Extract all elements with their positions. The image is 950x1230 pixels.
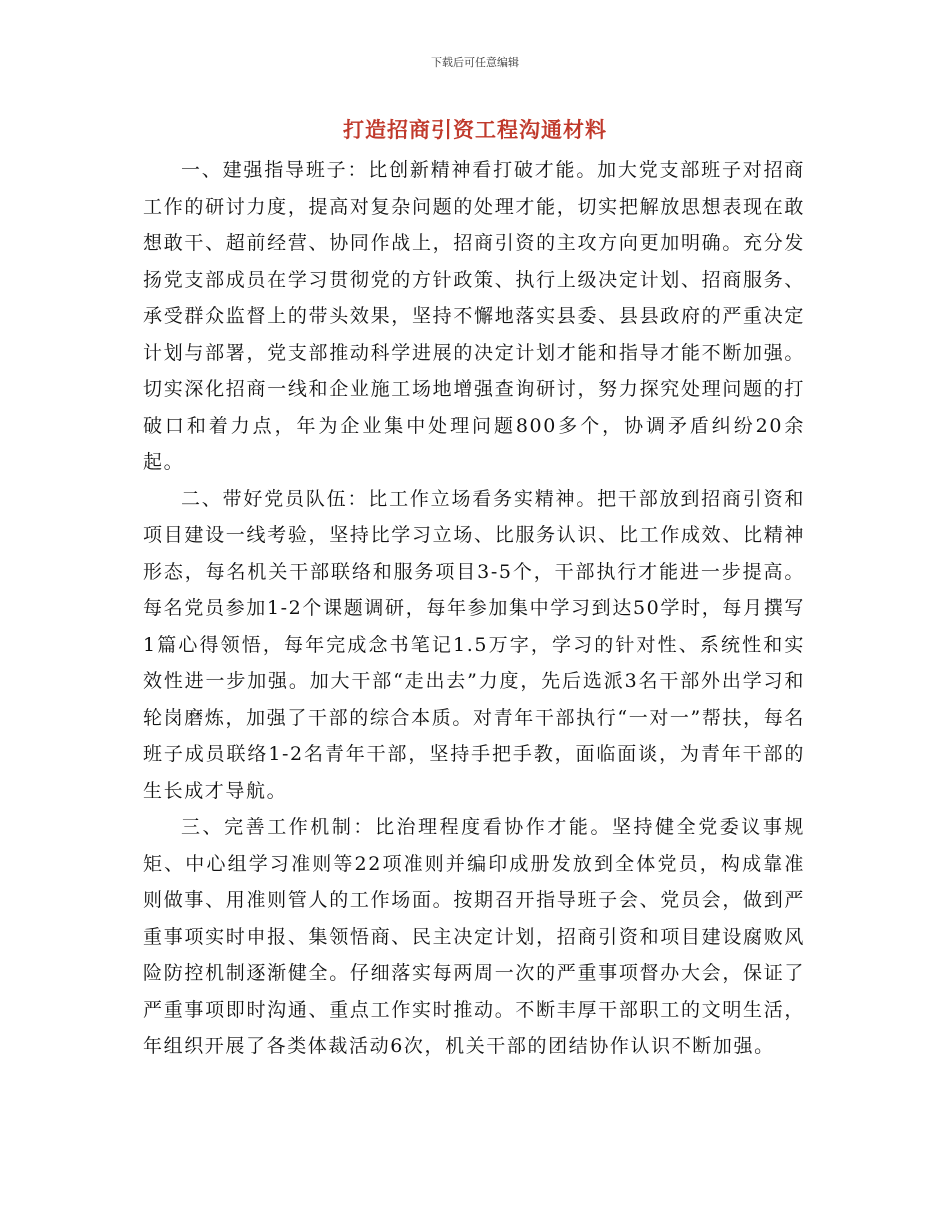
document-body [143,152,805,1065]
paragraph-1: 一、建强指导班子：比创新精神看打破才能。加大党支部班子对招商工作的研讨力度，提高对复杂问题的处理才能，切实把解放思想表现在敢想敢干、超前经营、协同作战上，招商引资的主攻方向更加明确。充分发扬党支部成员在学习贯彻党的方针政策、执行上级决定计划、招商服务、承受群众监督上的带头效果，坚持不懈地落实县委、县县政府的严重决定计划与部署，党支部推动科学进展的决定计划才能和指导才能不断加强。切实深化招商一线和企业施工场地增强查询研讨，努力探究处理问题的打破口和着力点，年为企业集中处理问题800多个，协调矛盾纠纷20余起。 [143,159,805,473]
paragraph-2: 二、带好党员队伍：比工作立场看务实精神。把干部放到招商引资和项目建设一线考验，坚持比学习立场、比服务认识、比工作成效、比精神形态，每名机关干部联络和服务项目3-5个，干部执行才能进一步提高。每名党员参加1-2个课题调研，每年参加集中学习到达50学时，每月撰写1篇心得领悟，每年完成念书笔记1.5万字，学习的针对性、系统性和实效性进一步加强。加大干部“走出去”力度，先后选派3名干部外出学习和轮岗磨炼，加强了干部的综合本质。对青年干部执行“一对一”帮扶，每名班子成员联络1-2名青年干部，坚持手把手教，面临面谈，为青年干部的生长成才导航。 [143,487,805,802]
page-header-note: 下载后可任意编辑 [431,56,519,69]
paragraph-3: 三、完善工作机制：比治理程度看协作才能。坚持健全党委议事规矩、中心组学习准则等22项准则并编印成册发放到全体党员，构成靠准则做事、用准则管人的工作场面。按期召开指导班子会、党员会，做到严重事项实时申报、集领悟商、民主决定计划，招商引资和项目建设腐败风险防控机制逐渐健全。仔细落实每两周一次的严重事项督办大会，保证了严重事项即时沟通、重点工作实时推动。不断丰厚干部职工的文明生活，年组织开展了各类体裁活动6次，机关干部的团结协作认识不断加强。 [143,816,805,1057]
document-title: 打造招商引资工程沟通材料 [343,118,607,142]
